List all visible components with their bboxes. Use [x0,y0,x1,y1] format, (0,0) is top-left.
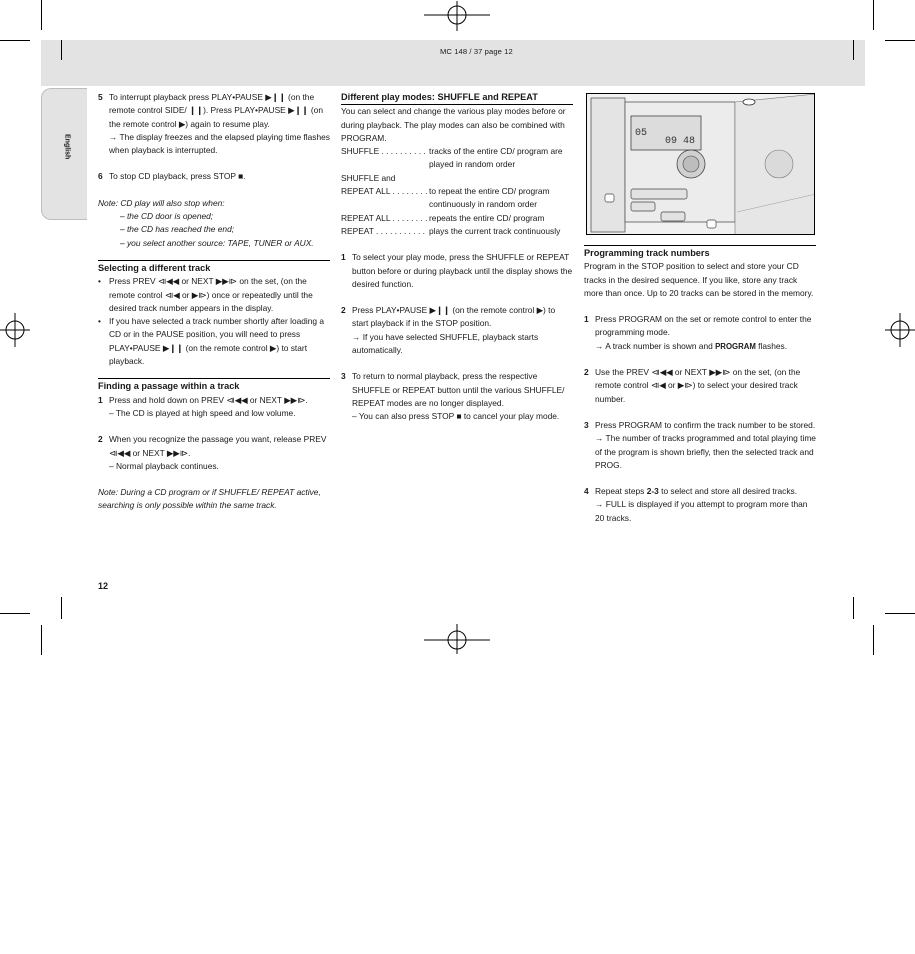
note: Note: During a CD program or if SHUFFLE/ REPEAT active, searching is only possible within the same track. [98,487,321,511]
step-result-text: → A track number is shown and [595,340,716,351]
step-2 [584,366,816,406]
step-5 [98,91,330,131]
mode-desc: to repeat the entire CD/ program continuously in random order [429,186,550,210]
cd-player-illustration [586,93,815,235]
step-4 [584,485,816,498]
section-intro: You can select and change the various play modes before or during playback. The play modes can also be combined with PROGRAM. [341,106,566,143]
step-result: → FULL is displayed if you attempt to program more than 20 tracks. [595,499,808,523]
mode-desc: tracks of the entire CD/ program are played in random order [429,146,563,170]
mode-key: REPEAT ALL . . . . . . . . [341,212,428,223]
crop-mark [873,625,874,655]
note-item: – the CD door is opened; [120,211,214,222]
step-result: → The display freezes and the elapsed playing time flashes when playback is interrupted. [109,131,330,156]
mode-desc: plays the current track continuously [429,225,561,236]
mode-row [341,225,573,238]
step-text: To stop CD playback, press STOP ■. [109,171,246,182]
crop-mark [853,40,854,60]
step-text: To interrupt playback press PLAY•PAUSE ▶❙❙ (on the remote control SIDE/ ❙❙). Press PLAY•PAUSE ▶❙❙ (on the remote control ▶) again to resume play. [109,92,323,129]
step-text: Press PROGRAM on the set or remote control to enter the programming mode. [595,314,812,338]
registration-mark [885,313,915,347]
step-result: – The CD is played at high speed and low volume. [109,407,296,418]
step-result: → The number of tracks programmed and total playing time of the program is shown briefly, then the selected track and PROG. [595,433,816,470]
step-text: To return to normal playback, press the respective SHUFFLE or REPEAT button until the various SHUFFLE/ REPEAT modes are no longer displayed. [352,371,565,408]
mode-row [341,185,573,212]
step-3 [341,370,573,410]
step-2 [341,304,573,331]
step-text [595,485,797,498]
step-number: 3 [341,371,346,382]
crop-mark [61,40,62,60]
bullet-text: Press PREV ⧏◀◀ or NEXT ▶▶⧐ on the set, (on the remote control ⧏◀ or ▶⧐) once or repeatedly until the desired track number appears in the display. [109,276,313,313]
program-label: PROGRAM [715,341,756,351]
step-text: Press PLAY•PAUSE ▶❙❙ (on the remote control ▶) to start playback if in the STOP position. [352,305,556,329]
crop-mark [41,625,42,655]
step-text: When you recognize the passage you want, release PREV ⧏◀◀ or NEXT ▶▶⧐. [109,434,327,458]
step-result: → If you have selected SHUFFLE, playback starts automatically. [352,331,539,356]
step-number: 2 [584,367,589,378]
registration-mark [424,1,490,31]
mode-row [341,145,573,172]
note-title: Note: CD play will also stop when: [98,197,225,208]
section-heading: Finding a passage within a track [98,378,330,393]
step-number: 4 [584,486,589,497]
mode-key: REPEAT . . . . . . . . . . . [341,225,425,236]
crop-mark [61,597,62,619]
step-number: 3 [584,419,589,430]
step-range: 2-3 [646,486,659,497]
crop-mark [885,613,915,614]
mode-key: SHUFFLE and [341,172,396,183]
page-number: 12 [98,581,109,591]
mode-key: SHUFFLE . . . . . . . . . . [341,146,426,157]
bullet-item: • Press PREV ⧏◀◀ or NEXT ▶▶⧐ on the set, (on the remote control ⧏◀ or ▶⧐) once or repeatedly until the desired track number appears in the display. [98,275,330,315]
step-number: 1 [341,252,346,263]
step-3 [584,419,816,432]
mode-row [341,212,573,225]
step-result [584,340,816,353]
column-2 [341,91,573,424]
step-text: Press PROGRAM to confirm the track number to be stored. [595,419,816,430]
registration-mark [0,313,30,347]
section-heading: Different play modes: SHUFFLE and REPEAT [341,91,573,105]
step-result-text: flashes. [755,340,788,351]
step-1 [584,313,816,340]
section-intro: Program in the STOP position to select and store your CD tracks in the desired sequence. If you like, store any track more than once. Up to 20 tracks can be stored in the memory. [584,261,814,298]
step-text-part: Repeat steps [595,486,647,497]
step-number: 5 [98,92,103,102]
header-label: MC 148 / 37 page 12 [440,47,513,56]
step-number: 6 [98,171,103,182]
step-result: – Normal playback continues. [109,460,219,471]
column-3 [584,245,816,525]
crop-mark [853,597,854,619]
note-item: – the CD has reached the end; [120,224,235,235]
crop-mark [41,0,42,30]
mode-key: REPEAT ALL . . . . . . . . [341,186,428,197]
step-2 [98,433,330,460]
registration-mark [424,624,490,654]
mode-desc: repeats the entire CD/ program [429,212,545,223]
crop-mark [0,40,30,41]
bullet-item: • If you have selected a track number shortly after loading a CD or in the PAUSE position, you will need to press PLAY•PAUSE ▶❙❙ (on the remote control ▶) to start playback. [98,315,330,368]
section-heading: Programming track numbers [584,245,816,260]
step-6 [98,170,330,183]
step-text: Use the PREV ⧏◀◀ or NEXT ▶▶⧐ on the set, (on the remote control ⧏◀ or ▶⧐) to select your desired track number. [595,367,801,404]
note-item: – you select another source: TAPE, TUNER or AUX. [120,237,314,248]
crop-mark [0,613,30,614]
step-text: To select your play mode, press the SHUFFLE or REPEAT button before or during playback until the display shows the desired function. [352,252,573,289]
step-number: 1 [584,314,589,325]
crop-mark [873,0,874,30]
step-number: 1 [98,394,103,405]
column-1 [98,91,330,513]
step-number: 2 [341,305,346,316]
step-number: 2 [98,434,103,445]
mode-row [341,172,573,185]
step-result: – You can also press STOP ■ to cancel your play mode. [352,411,560,422]
section-heading: Selecting a different track [98,260,330,275]
crop-mark [885,40,915,41]
display-time: 09 48 [665,136,696,147]
step-1 [341,251,573,291]
step-text: Press and hold down on PREV ⧏◀◀ or NEXT ▶▶⧐. [109,394,308,405]
step-1 [98,394,330,407]
step-text-part: to select and store all desired tracks. [658,486,798,497]
bullet-text: If you have selected a track number shortly after loading a CD or in the PAUSE position, you will need to press PLAY•PAUSE ▶❙❙ (on the remote control ▶) to start playback. [109,316,325,367]
language-tab-label: English [63,134,71,160]
display-track: 05 [635,128,648,139]
